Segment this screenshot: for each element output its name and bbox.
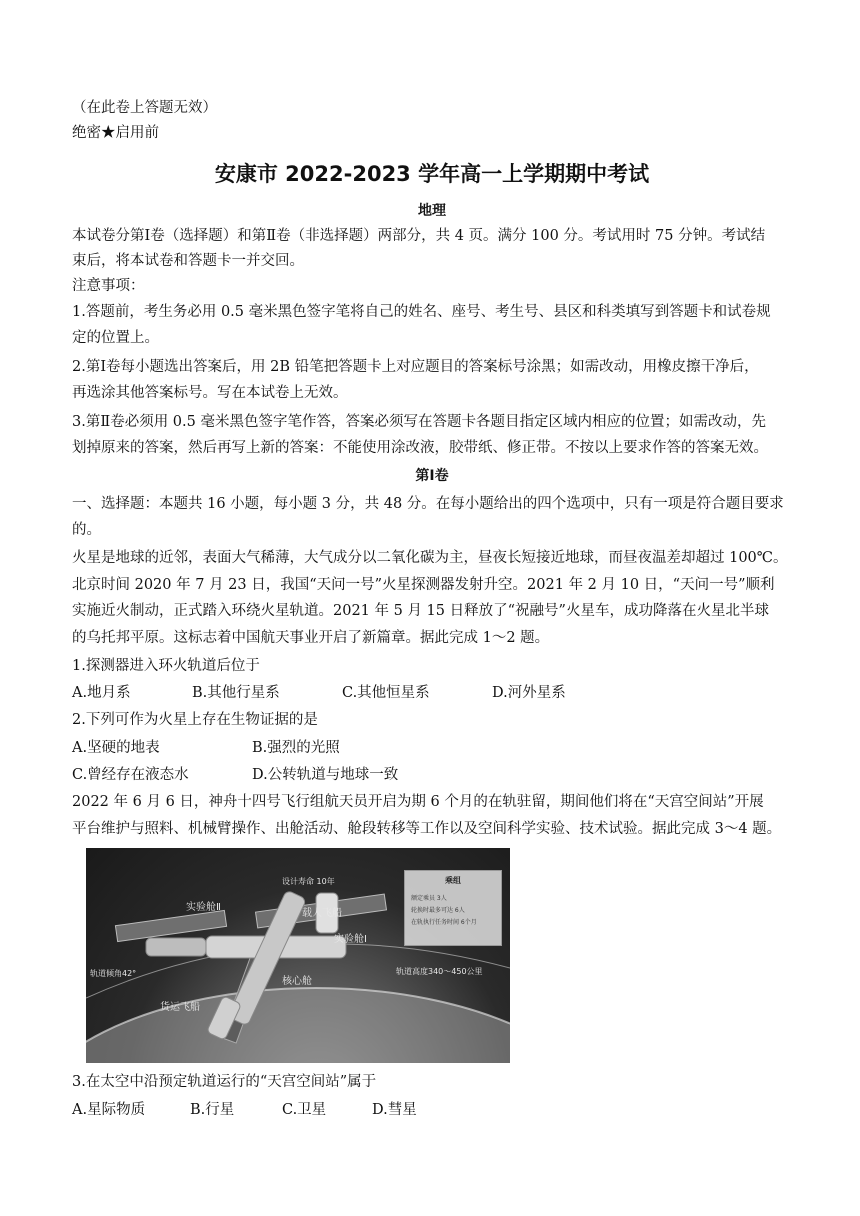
passage-line: 的乌托邦平原。这标志着中国航天事业开启了新篇章。据此完成 1～2 题。 bbox=[72, 630, 550, 646]
question-1-stem: 1.探测器进入环火轨道后位于 bbox=[72, 658, 260, 674]
option-d[interactable]: D.彗星 bbox=[372, 1102, 417, 1118]
secret-label: 绝密★启用前 bbox=[72, 125, 159, 141]
inclination-label: 轨道倾角42° bbox=[90, 969, 137, 978]
option-b[interactable]: B.强烈的光照 bbox=[252, 740, 340, 756]
exam-subject: 地理 bbox=[418, 203, 446, 219]
option-c[interactable]: C.曾经存在液态水 bbox=[72, 767, 189, 783]
note-line: 1.答题前，考生务必用 0.5 毫米黑色签字笔将自己的姓名、座号、考生号、县区和科类填写到答题卡和试卷规 bbox=[72, 304, 771, 320]
passage-line: 平台维护与照料、机械臂操作、出舱活动、舱段转移等工作以及空间科学实验、技术试验。据此完成 3～4 题。 bbox=[72, 821, 782, 837]
option-c[interactable]: C.卫星 bbox=[282, 1102, 327, 1118]
lab1-label: 实验舱Ⅰ bbox=[334, 934, 367, 945]
option-a[interactable]: A.坚硬的地表 bbox=[72, 740, 160, 756]
note-line: 定的位置上。 bbox=[72, 330, 159, 346]
crew-legend bbox=[404, 870, 502, 946]
crewed-label: 载人飞船 bbox=[302, 908, 342, 919]
cargo-label: 货运飞船 bbox=[160, 1002, 200, 1013]
option-b[interactable]: B.其他行星系 bbox=[192, 685, 280, 701]
section-instruction: 的。 bbox=[72, 522, 101, 538]
exam-title: 安康市 2022-2023 学年高一上学期期中考试 bbox=[214, 162, 650, 186]
intro-line: 本试卷分第Ⅰ卷（选择题）和第Ⅱ卷（非选择题）两部分，共 4 页。满分 100 分。考试用时 75 分钟。考试结 bbox=[72, 228, 766, 244]
legend-row: 额定乘员 3人 bbox=[411, 895, 447, 902]
core-label: 核心舱 bbox=[282, 976, 312, 987]
question-3-stem: 3.在太空中沿预定轨道运行的“天宫空间站”属于 bbox=[72, 1074, 377, 1090]
question-2-options bbox=[72, 763, 398, 788]
passage-line: 火星是地球的近邻，表面大气稀薄，大气成分以二氧化碳为主，昼夜长短接近地球，而昼夜温差却超过 100℃。 bbox=[72, 550, 788, 566]
option-d[interactable]: D.河外星系 bbox=[492, 685, 566, 701]
intro-line: 束后，将本试卷和答题卡一并交回。 bbox=[72, 253, 304, 269]
option-c[interactable]: C.其他恒星系 bbox=[342, 685, 430, 701]
legend-row: 轮换时最多可达 6人 bbox=[411, 907, 465, 914]
passage-line: 实施近火制动，正式踏入环绕火星轨道。2021 年 5 月 15 日释放了“祝融号”火星车，成功降落在火星北半球 bbox=[72, 603, 769, 619]
question-1-options bbox=[72, 681, 566, 706]
note-line: 3.第Ⅱ卷必须用 0.5 毫米黑色签字笔作答，答案必须写在答题卡各题目指定区域内相应的位置；如需改动，先 bbox=[72, 414, 766, 430]
note-line: 划掉原来的答案，然后再写上新的答案：不能使用涂改液，胶带纸、修正带。不按以上要求作答的答案无效。 bbox=[72, 440, 768, 456]
question-2-options bbox=[72, 736, 340, 761]
option-b[interactable]: B.行星 bbox=[190, 1102, 235, 1118]
note-line: 2.第Ⅰ卷每小题选出答案后，用 2B 铅笔把答题卡上对应题目的答案标号涂黑；如需改动，用橡皮擦干净后， bbox=[72, 359, 759, 375]
option-d[interactable]: D.公转轨道与地球一致 bbox=[252, 767, 399, 783]
legend-title: 乘组 bbox=[445, 876, 461, 885]
note-line: 再选涂其他答案标号。写在本试卷上无效。 bbox=[72, 385, 348, 401]
space-station-photo bbox=[86, 848, 510, 1063]
section-instruction: 一、选择题：本题共 16 小题，每小题 3 分，共 48 分。在每小题给出的四个选项中，只有一项是符合题目要求 bbox=[72, 496, 784, 512]
question-2-stem: 2.下列可作为火星上存在生物证据的是 bbox=[72, 712, 318, 728]
lab-module-2 bbox=[146, 938, 206, 956]
earth-horizon bbox=[86, 988, 510, 1063]
design-life-label: 设计寿命 10年 bbox=[282, 877, 335, 886]
option-a[interactable]: A.星际物质 bbox=[72, 1102, 146, 1118]
invalid-note: （在此卷上答题无效） bbox=[72, 100, 217, 116]
legend-row: 在轨执行任务时间 6个月 bbox=[411, 919, 477, 926]
passage-line: 2022 年 6 月 6 日，神舟十四号飞行组航天员开启为期 6 个月的在轨驻留，期间他们将在“天宫空间站”开展 bbox=[72, 794, 764, 810]
notes-heading: 注意事项： bbox=[72, 278, 145, 294]
question-3-options bbox=[72, 1098, 417, 1123]
passage-line: 北京时间 2020 年 7 月 23 日，我国“天问一号”火星探测器发射升空。2021 年 2 月 10 日，“天问一号”顺利 bbox=[72, 577, 775, 593]
option-a[interactable]: A.地月系 bbox=[72, 685, 131, 701]
section-title: 第Ⅰ卷 bbox=[415, 468, 449, 484]
lab2-label: 实验舱Ⅱ bbox=[186, 902, 221, 913]
altitude-label: 轨道高度340～450公里 bbox=[396, 967, 483, 976]
